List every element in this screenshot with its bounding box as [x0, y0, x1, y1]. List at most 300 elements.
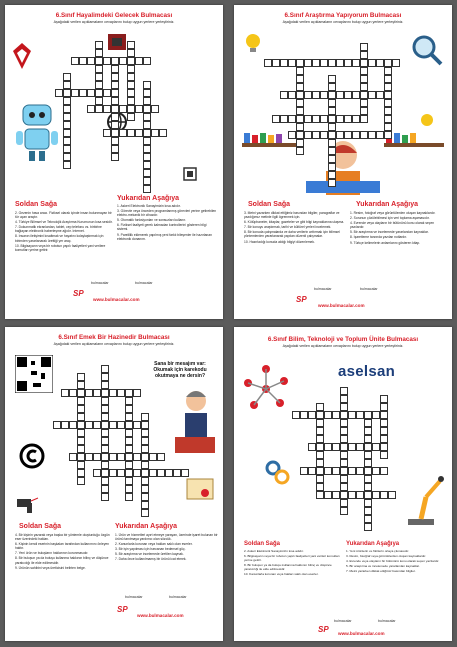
grid-cell[interactable] — [111, 89, 119, 97]
grid-cell[interactable] — [119, 57, 127, 65]
grid-cell[interactable] — [296, 131, 304, 139]
grid-cell[interactable] — [380, 411, 388, 419]
grid-cell[interactable] — [280, 91, 288, 99]
grid-cell[interactable] — [340, 427, 348, 435]
grid-cell[interactable] — [328, 155, 336, 163]
grid-cell[interactable] — [380, 435, 388, 443]
grid-cell[interactable] — [340, 451, 348, 459]
grid-cell[interactable] — [93, 421, 101, 429]
grid-cell[interactable] — [87, 105, 95, 113]
grid-cell[interactable] — [380, 403, 388, 411]
grid-cell[interactable] — [316, 491, 324, 499]
grid-cell[interactable] — [111, 73, 119, 81]
grid-cell[interactable] — [364, 499, 372, 507]
grid-cell[interactable] — [380, 443, 388, 451]
grid-cell[interactable] — [125, 445, 133, 453]
grid-cell[interactable] — [117, 421, 125, 429]
grid-cell[interactable] — [316, 451, 324, 459]
grid-cell[interactable] — [127, 129, 135, 137]
grid-cell[interactable] — [328, 75, 336, 83]
grid-cell[interactable] — [111, 81, 119, 89]
grid-cell[interactable] — [77, 477, 85, 485]
grid-cell[interactable] — [360, 99, 368, 107]
grid-cell[interactable] — [71, 89, 79, 97]
grid-cell[interactable] — [63, 113, 71, 121]
grid-cell[interactable] — [77, 445, 85, 453]
grid-cell[interactable] — [63, 137, 71, 145]
grid-cell[interactable] — [288, 59, 296, 67]
grid-cell[interactable] — [364, 411, 372, 419]
grid-cell[interactable] — [111, 57, 119, 65]
grid-cell[interactable] — [328, 107, 336, 115]
grid-cell[interactable] — [127, 113, 135, 121]
grid-cell[interactable] — [360, 83, 368, 91]
grid-cell[interactable] — [296, 75, 304, 83]
grid-cell[interactable] — [127, 73, 135, 81]
grid-cell[interactable] — [316, 483, 324, 491]
grid-cell[interactable] — [125, 397, 133, 405]
grid-cell[interactable] — [143, 121, 151, 129]
grid-cell[interactable] — [93, 453, 101, 461]
grid-cell[interactable] — [364, 515, 372, 523]
grid-cell[interactable] — [356, 411, 364, 419]
grid-cell[interactable] — [95, 65, 103, 73]
grid-cell[interactable] — [63, 97, 71, 105]
grid-cell[interactable] — [143, 129, 151, 137]
grid-cell[interactable] — [111, 113, 119, 121]
grid-cell[interactable] — [95, 97, 103, 105]
grid-cell[interactable] — [95, 57, 103, 65]
grid-cell[interactable] — [296, 123, 304, 131]
grid-cell[interactable] — [324, 491, 332, 499]
grid-cell[interactable] — [77, 381, 85, 389]
grid-cell[interactable] — [328, 139, 336, 147]
grid-cell[interactable] — [133, 469, 141, 477]
grid-cell[interactable] — [53, 421, 61, 429]
grid-cell[interactable] — [384, 83, 392, 91]
grid-cell[interactable] — [328, 91, 336, 99]
grid-cell[interactable] — [328, 123, 336, 131]
grid-cell[interactable] — [340, 507, 348, 515]
grid-cell[interactable] — [288, 91, 296, 99]
grid-cell[interactable] — [125, 413, 133, 421]
grid-cell[interactable] — [63, 105, 71, 113]
grid-cell[interactable] — [344, 131, 352, 139]
grid-cell[interactable] — [101, 373, 109, 381]
grid-cell[interactable] — [360, 107, 368, 115]
grid-cell[interactable] — [63, 81, 71, 89]
grid-cell[interactable] — [340, 467, 348, 475]
grid-cell[interactable] — [384, 59, 392, 67]
grid-cell[interactable] — [111, 145, 119, 153]
grid-cell[interactable] — [125, 477, 133, 485]
grid-cell[interactable] — [111, 105, 119, 113]
grid-cell[interactable] — [312, 91, 320, 99]
grid-cell[interactable] — [95, 89, 103, 97]
grid-cell[interactable] — [296, 107, 304, 115]
grid-cell[interactable] — [143, 113, 151, 121]
grid-cell[interactable] — [332, 443, 340, 451]
grid-cell[interactable] — [320, 91, 328, 99]
grid-cell[interactable] — [69, 421, 77, 429]
grid-cell[interactable] — [141, 485, 149, 493]
grid-cell[interactable] — [127, 89, 135, 97]
site-url[interactable]: www.bulmacalar.com — [137, 613, 184, 618]
grid-cell[interactable] — [384, 99, 392, 107]
grid-cell[interactable] — [320, 59, 328, 67]
grid-cell[interactable] — [135, 105, 143, 113]
grid-cell[interactable] — [109, 421, 117, 429]
grid-cell[interactable] — [368, 91, 376, 99]
grid-cell[interactable] — [143, 137, 151, 145]
grid-cell[interactable] — [312, 131, 320, 139]
grid-cell[interactable] — [101, 437, 109, 445]
grid-cell[interactable] — [360, 59, 368, 67]
grid-cell[interactable] — [364, 443, 372, 451]
grid-cell[interactable] — [324, 443, 332, 451]
grid-cell[interactable] — [63, 145, 71, 153]
grid-cell[interactable] — [372, 411, 380, 419]
grid-cell[interactable] — [125, 421, 133, 429]
grid-cell[interactable] — [344, 91, 352, 99]
grid-cell[interactable] — [77, 453, 85, 461]
grid-cell[interactable] — [292, 411, 300, 419]
grid-cell[interactable] — [143, 169, 151, 177]
grid-cell[interactable] — [63, 129, 71, 137]
grid-cell[interactable] — [380, 427, 388, 435]
grid-cell[interactable] — [125, 493, 133, 501]
grid-cell[interactable] — [372, 467, 380, 475]
grid-cell[interactable] — [384, 91, 392, 99]
grid-cell[interactable] — [384, 131, 392, 139]
grid-cell[interactable] — [332, 491, 340, 499]
grid-cell[interactable] — [376, 59, 384, 67]
grid-cell[interactable] — [111, 129, 119, 137]
grid-cell[interactable] — [125, 453, 133, 461]
grid-cell[interactable] — [77, 437, 85, 445]
grid-cell[interactable] — [316, 403, 324, 411]
grid-cell[interactable] — [272, 115, 280, 123]
grid-cell[interactable] — [127, 57, 135, 65]
grid-cell[interactable] — [280, 115, 288, 123]
grid-cell[interactable] — [69, 389, 77, 397]
grid-cell[interactable] — [300, 411, 308, 419]
grid-cell[interactable] — [364, 467, 372, 475]
grid-cell[interactable] — [376, 131, 384, 139]
grid-cell[interactable] — [101, 445, 109, 453]
grid-cell[interactable] — [77, 397, 85, 405]
grid-cell[interactable] — [125, 429, 133, 437]
grid-cell[interactable] — [300, 467, 308, 475]
site-url[interactable]: www.bulmacalar.com — [93, 297, 140, 302]
grid-cell[interactable] — [288, 115, 296, 123]
grid-cell[interactable] — [141, 469, 149, 477]
grid-cell[interactable] — [372, 491, 380, 499]
grid-cell[interactable] — [316, 475, 324, 483]
grid-cell[interactable] — [109, 469, 117, 477]
grid-cell[interactable] — [111, 97, 119, 105]
grid-cell[interactable] — [340, 459, 348, 467]
site-url[interactable]: www.bulmacalar.com — [338, 631, 385, 636]
grid-cell[interactable] — [117, 469, 125, 477]
grid-cell[interactable] — [143, 145, 151, 153]
grid-cell[interactable] — [384, 123, 392, 131]
grid-cell[interactable] — [125, 405, 133, 413]
grid-cell[interactable] — [304, 131, 312, 139]
grid-cell[interactable] — [384, 115, 392, 123]
grid-cell[interactable] — [364, 507, 372, 515]
grid-cell[interactable] — [296, 83, 304, 91]
grid-cell[interactable] — [340, 475, 348, 483]
grid-cell[interactable] — [312, 115, 320, 123]
grid-cell[interactable] — [141, 461, 149, 469]
grid-cell[interactable] — [125, 461, 133, 469]
grid-cell[interactable] — [133, 453, 141, 461]
grid-cell[interactable] — [127, 105, 135, 113]
grid-cell[interactable] — [141, 429, 149, 437]
grid-cell[interactable] — [141, 445, 149, 453]
grid-cell[interactable] — [364, 435, 372, 443]
grid-cell[interactable] — [71, 57, 79, 65]
grid-cell[interactable] — [127, 65, 135, 73]
grid-cell[interactable] — [63, 73, 71, 81]
grid-cell[interactable] — [320, 131, 328, 139]
grid-cell[interactable] — [127, 41, 135, 49]
grid-cell[interactable] — [63, 89, 71, 97]
grid-cell[interactable] — [85, 453, 93, 461]
grid-cell[interactable] — [101, 469, 109, 477]
grid-cell[interactable] — [380, 419, 388, 427]
grid-cell[interactable] — [63, 121, 71, 129]
grid-cell[interactable] — [296, 59, 304, 67]
grid-cell[interactable] — [101, 413, 109, 421]
grid-cell[interactable] — [85, 389, 93, 397]
grid-cell[interactable] — [111, 137, 119, 145]
grid-cell[interactable] — [79, 57, 87, 65]
grid-cell[interactable] — [87, 57, 95, 65]
grid-cell[interactable] — [344, 59, 352, 67]
grid-cell[interactable] — [69, 453, 77, 461]
grid-cell[interactable] — [316, 443, 324, 451]
grid-cell[interactable] — [288, 131, 296, 139]
grid-cell[interactable] — [95, 81, 103, 89]
grid-cell[interactable] — [111, 65, 119, 73]
grid-cell[interactable] — [101, 493, 109, 501]
grid-cell[interactable] — [352, 59, 360, 67]
grid-cell[interactable] — [360, 51, 368, 59]
grid-cell[interactable] — [340, 403, 348, 411]
grid-cell[interactable] — [316, 459, 324, 467]
grid-cell[interactable] — [95, 41, 103, 49]
grid-cell[interactable] — [77, 405, 85, 413]
grid-cell[interactable] — [55, 89, 63, 97]
grid-cell[interactable] — [356, 443, 364, 451]
grid-cell[interactable] — [328, 99, 336, 107]
grid-cell[interactable] — [95, 73, 103, 81]
grid-cell[interactable] — [328, 131, 336, 139]
grid-cell[interactable] — [141, 493, 149, 501]
grid-cell[interactable] — [133, 389, 141, 397]
grid-cell[interactable] — [360, 75, 368, 83]
grid-cell[interactable] — [143, 105, 151, 113]
grid-cell[interactable] — [364, 427, 372, 435]
site-url[interactable]: www.bulmacalar.com — [318, 303, 365, 308]
grid-cell[interactable] — [141, 453, 149, 461]
grid-cell[interactable] — [352, 115, 360, 123]
grid-cell[interactable] — [380, 451, 388, 459]
grid-cell[interactable] — [328, 115, 336, 123]
grid-cell[interactable] — [340, 419, 348, 427]
grid-cell[interactable] — [63, 153, 71, 161]
grid-cell[interactable] — [101, 477, 109, 485]
grid-cell[interactable] — [324, 411, 332, 419]
grid-cell[interactable] — [364, 419, 372, 427]
grid-cell[interactable] — [141, 413, 149, 421]
grid-cell[interactable] — [348, 411, 356, 419]
grid-cell[interactable] — [151, 105, 159, 113]
grid-cell[interactable] — [119, 105, 127, 113]
grid-cell[interactable] — [304, 91, 312, 99]
grid-cell[interactable] — [280, 59, 288, 67]
grid-cell[interactable] — [296, 147, 304, 155]
grid-cell[interactable] — [117, 453, 125, 461]
grid-cell[interactable] — [77, 389, 85, 397]
grid-cell[interactable] — [356, 467, 364, 475]
grid-cell[interactable] — [336, 131, 344, 139]
grid-cell[interactable] — [328, 83, 336, 91]
grid-cell[interactable] — [109, 389, 117, 397]
grid-cell[interactable] — [101, 429, 109, 437]
grid-cell[interactable] — [308, 467, 316, 475]
grid-cell[interactable] — [308, 443, 316, 451]
grid-cell[interactable] — [364, 483, 372, 491]
grid-cell[interactable] — [77, 461, 85, 469]
grid-cell[interactable] — [119, 129, 127, 137]
grid-cell[interactable] — [316, 419, 324, 427]
grid-cell[interactable] — [272, 59, 280, 67]
grid-cell[interactable] — [87, 89, 95, 97]
grid-cell[interactable] — [101, 389, 109, 397]
grid-cell[interactable] — [336, 115, 344, 123]
grid-cell[interactable] — [141, 477, 149, 485]
grid-cell[interactable] — [127, 97, 135, 105]
grid-cell[interactable] — [364, 459, 372, 467]
grid-cell[interactable] — [135, 57, 143, 65]
grid-cell[interactable] — [141, 437, 149, 445]
grid-cell[interactable] — [336, 59, 344, 67]
grid-cell[interactable] — [125, 389, 133, 397]
grid-cell[interactable] — [332, 467, 340, 475]
grid-cell[interactable] — [332, 411, 340, 419]
grid-cell[interactable] — [143, 81, 151, 89]
grid-cell[interactable] — [127, 49, 135, 57]
grid-cell[interactable] — [340, 443, 348, 451]
grid-cell[interactable] — [103, 105, 111, 113]
grid-cell[interactable] — [312, 59, 320, 67]
grid-cell[interactable] — [149, 469, 157, 477]
grid-cell[interactable] — [356, 491, 364, 499]
grid-cell[interactable] — [384, 107, 392, 115]
grid-cell[interactable] — [141, 501, 149, 509]
grid-cell[interactable] — [125, 485, 133, 493]
grid-cell[interactable] — [61, 421, 69, 429]
grid-cell[interactable] — [340, 395, 348, 403]
grid-cell[interactable] — [111, 153, 119, 161]
grid-cell[interactable] — [143, 185, 151, 193]
grid-cell[interactable] — [173, 469, 181, 477]
grid-cell[interactable] — [360, 67, 368, 75]
grid-cell[interactable] — [61, 389, 69, 397]
grid-cell[interactable] — [125, 469, 133, 477]
grid-cell[interactable] — [109, 453, 117, 461]
grid-cell[interactable] — [340, 483, 348, 491]
grid-cell[interactable] — [352, 131, 360, 139]
grid-cell[interactable] — [328, 179, 336, 187]
grid-cell[interactable] — [165, 469, 173, 477]
grid-cell[interactable] — [296, 67, 304, 75]
grid-cell[interactable] — [157, 469, 165, 477]
grid-cell[interactable] — [143, 177, 151, 185]
grid-cell[interactable] — [101, 421, 109, 429]
grid-cell[interactable] — [159, 129, 167, 137]
grid-cell[interactable] — [127, 81, 135, 89]
grid-cell[interactable] — [316, 435, 324, 443]
grid-cell[interactable] — [143, 97, 151, 105]
grid-cell[interactable] — [340, 387, 348, 395]
grid-cell[interactable] — [340, 411, 348, 419]
grid-cell[interactable] — [79, 89, 87, 97]
grid-cell[interactable] — [368, 131, 376, 139]
grid-cell[interactable] — [103, 129, 111, 137]
grid-cell[interactable] — [380, 395, 388, 403]
grid-cell[interactable] — [143, 153, 151, 161]
grid-cell[interactable] — [360, 43, 368, 51]
grid-cell[interactable] — [143, 89, 151, 97]
grid-cell[interactable] — [384, 67, 392, 75]
grid-cell[interactable] — [328, 163, 336, 171]
grid-cell[interactable] — [372, 443, 380, 451]
grid-cell[interactable] — [143, 57, 151, 65]
grid-cell[interactable] — [348, 443, 356, 451]
grid-cell[interactable] — [101, 381, 109, 389]
grid-cell[interactable] — [316, 427, 324, 435]
grid-cell[interactable] — [77, 429, 85, 437]
grid-cell[interactable] — [316, 411, 324, 419]
grid-cell[interactable] — [328, 171, 336, 179]
grid-cell[interactable] — [316, 467, 324, 475]
grid-cell[interactable] — [125, 437, 133, 445]
grid-cell[interactable] — [340, 435, 348, 443]
grid-cell[interactable] — [77, 421, 85, 429]
grid-cell[interactable] — [320, 115, 328, 123]
grid-cell[interactable] — [77, 469, 85, 477]
grid-cell[interactable] — [103, 89, 111, 97]
grid-cell[interactable] — [328, 59, 336, 67]
grid-cell[interactable] — [380, 467, 388, 475]
grid-cell[interactable] — [93, 469, 101, 477]
grid-cell[interactable] — [101, 397, 109, 405]
grid-cell[interactable] — [304, 59, 312, 67]
grid-cell[interactable] — [296, 139, 304, 147]
grid-cell[interactable] — [141, 509, 149, 517]
grid-cell[interactable] — [360, 115, 368, 123]
grid-cell[interactable] — [324, 467, 332, 475]
grid-cell[interactable] — [344, 115, 352, 123]
grid-cell[interactable] — [388, 491, 396, 499]
grid-cell[interactable] — [101, 461, 109, 469]
grid-cell[interactable] — [63, 161, 71, 169]
grid-cell[interactable] — [340, 499, 348, 507]
